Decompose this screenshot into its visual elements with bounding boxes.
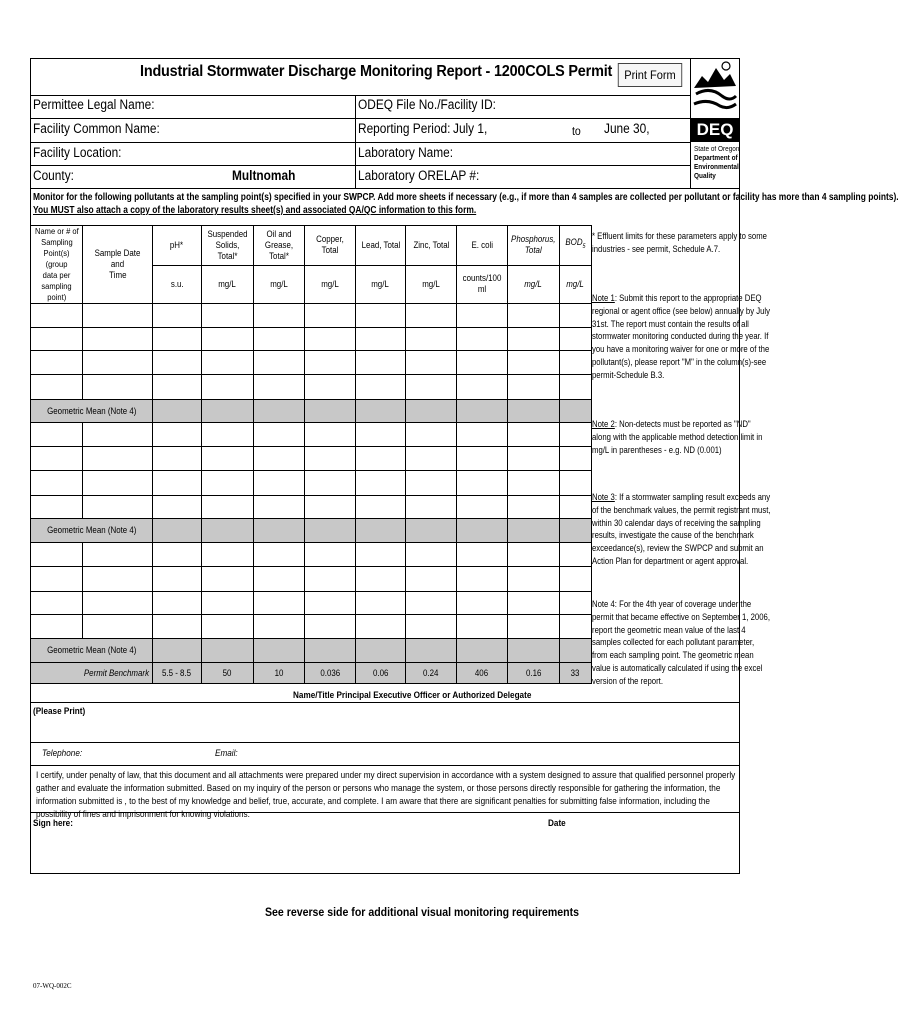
data-cell[interactable] (356, 351, 406, 375)
geo-mean-cell (559, 519, 591, 543)
note-head: Note 1 (592, 293, 615, 303)
note-2 (592, 418, 771, 456)
data-cell[interactable] (31, 496, 83, 519)
officer-label: Name/Title Principal Executive Officer or Authorized Delegate (293, 690, 532, 701)
data-cell[interactable] (559, 543, 591, 567)
period-start[interactable]: July 1, (453, 121, 488, 136)
data-cell[interactable] (153, 496, 202, 519)
param-header: Phosphorus, Total (508, 226, 560, 266)
data-cell[interactable] (153, 423, 202, 447)
data-cell[interactable] (356, 447, 406, 471)
geo-mean-label: Geometric Mean (Note 4) (31, 639, 153, 663)
benchmark-value: 50 (202, 663, 254, 684)
data-cell[interactable] (559, 423, 591, 447)
data-cell[interactable] (31, 615, 83, 639)
data-cell[interactable] (457, 351, 508, 375)
geo-mean-cell (153, 519, 202, 543)
data-cell[interactable] (202, 592, 254, 615)
data-cell[interactable] (31, 375, 83, 400)
unit-cell: mg/L (254, 265, 305, 304)
data-cell[interactable] (202, 471, 254, 496)
data-cell[interactable] (457, 304, 508, 328)
geo-mean-cell (305, 639, 356, 663)
data-cell[interactable] (153, 471, 202, 496)
telephone-field[interactable]: Telephone: (42, 748, 83, 759)
agency-line: Environmental (694, 164, 739, 171)
benchmark-row (31, 663, 592, 684)
certification-text: I certify, under penalty of law, that this document and all attachments were prepared under my direct supervision in accordance with a system designed to assure that qualified personnel properly gather and evaluate the information submitted. Based on my inquiry of the person or persons who manage the system, or those persons directly responsible for gathering the information, the information submitted is , to the best of my knowledge and belief, true, accurate, and complete. I am aware that there are significant penalties for submitting false information, including the possibility of fines and imprisonment for knowing violations. (36, 770, 736, 820)
data-cell[interactable] (305, 567, 356, 592)
benchmark-value: 5.5 - 8.5 (153, 663, 202, 684)
data-cell[interactable] (356, 496, 406, 519)
data-cell[interactable] (83, 471, 153, 496)
divider (30, 188, 740, 189)
reverse-note: See reverse side for additional visual monitoring requirements (265, 905, 579, 919)
data-cell[interactable] (559, 615, 591, 639)
reporting-period-label: Reporting Period: (358, 121, 451, 136)
data-cell[interactable] (202, 328, 254, 351)
data-cell[interactable] (153, 351, 202, 375)
data-cell[interactable] (254, 615, 305, 639)
data-cell[interactable] (305, 351, 356, 375)
data-cell[interactable] (508, 375, 560, 400)
data-cell[interactable] (83, 447, 153, 471)
data-cell[interactable] (305, 592, 356, 615)
unit-cell: mg/L (305, 265, 356, 304)
data-cell[interactable] (406, 543, 457, 567)
geo-mean-cell (305, 519, 356, 543)
data-cell[interactable] (153, 447, 202, 471)
data-cell[interactable] (356, 615, 406, 639)
col-sampling-point: Name or # of Sampling Point(s) (group data per sampling point) (31, 226, 83, 304)
data-cell[interactable] (83, 543, 153, 567)
geo-mean-cell (406, 400, 457, 423)
geo-mean-cell (254, 400, 305, 423)
param-header: Suspended Solids, Total* (202, 226, 254, 266)
data-cell[interactable] (457, 328, 508, 351)
sample-row (31, 304, 592, 328)
data-cell[interactable] (406, 615, 457, 639)
note-text: : Submit this report to the appropriate DEQ regional or agent office (see below) annually by July 31st. The report must contain the results of all stormwater monitoring conducted during the year. If you have a monitoring waiver for one or more of the pollutant(s), please report "M" in the column(s)-see permit-Schedule B.3. (592, 293, 770, 380)
data-cell[interactable] (457, 423, 508, 447)
data-cell[interactable] (305, 496, 356, 519)
data-cell[interactable] (559, 375, 591, 400)
divider (355, 95, 356, 188)
deq-logo-icon (690, 58, 740, 118)
data-cell[interactable] (305, 471, 356, 496)
geo-mean-cell (406, 519, 457, 543)
form-title: Industrial Stormwater Discharge Monitoring Report - 1200COLS Permit (140, 63, 613, 80)
param-header: E. coli (457, 226, 508, 266)
officer-name-line[interactable] (30, 742, 740, 743)
benchmark-value: 0.24 (406, 663, 457, 684)
data-cell[interactable] (153, 543, 202, 567)
data-cell[interactable] (356, 471, 406, 496)
geo-mean-cell (559, 400, 591, 423)
data-cell[interactable] (305, 423, 356, 447)
geo-mean-cell (202, 639, 254, 663)
data-cell[interactable] (31, 351, 83, 375)
sign-here-field[interactable]: Sign here: (33, 818, 73, 829)
sample-row (31, 375, 592, 400)
data-cell[interactable] (153, 328, 202, 351)
sample-row (31, 328, 592, 351)
data-cell[interactable] (254, 351, 305, 375)
effluent-note: * Effluent limits for these parameters apply to some industries - see permit, Schedule A.7. (592, 231, 767, 254)
data-cell[interactable] (31, 328, 83, 351)
divider (30, 95, 690, 96)
unit-cell: counts/100 ml (457, 265, 508, 304)
data-cell[interactable] (559, 328, 591, 351)
unit-cell: mg/L (356, 265, 406, 304)
data-cell[interactable] (508, 328, 560, 351)
note-text: : If a stormwater sampling result exceeds any of the benchmark values, the permit registrant must, within 30 calendar days of receiving the sampling results, investigate the cause of the benchmark exceedance(s), review the SWPCP and submit an Action Plan for department or agent approval. (592, 492, 771, 566)
geo-mean-cell (356, 400, 406, 423)
geo-mean-cell (508, 400, 560, 423)
data-cell[interactable] (356, 328, 406, 351)
form-code: 07-WQ-002C (33, 982, 72, 990)
sample-row (31, 351, 592, 375)
geo-mean-cell (406, 639, 457, 663)
param-header: Copper, Total (305, 226, 356, 266)
divider (30, 142, 690, 143)
param-header: $BOD_5$ (559, 226, 591, 266)
geo-mean-row (31, 519, 592, 543)
data-cell[interactable] (406, 447, 457, 471)
data-cell[interactable] (508, 543, 560, 567)
data-cell[interactable] (83, 496, 153, 519)
benchmark-value: 0.16 (508, 663, 560, 684)
data-cell[interactable] (83, 615, 153, 639)
data-cell[interactable] (508, 592, 560, 615)
note-3 (592, 491, 771, 568)
geo-mean-cell (153, 400, 202, 423)
data-cell[interactable] (559, 351, 591, 375)
data-cell[interactable] (202, 351, 254, 375)
sample-row (31, 567, 592, 592)
data-cell[interactable] (31, 423, 83, 447)
file-no-field[interactable]: ODEQ File No./Facility ID: (358, 97, 496, 112)
lab-name-field[interactable]: Laboratory Name: (358, 145, 454, 160)
county-field[interactable]: County: (33, 168, 74, 183)
note-head: Note 2 (592, 419, 615, 429)
data-cell[interactable] (406, 496, 457, 519)
benchmark-value: 406 (457, 663, 508, 684)
data-cell[interactable] (254, 447, 305, 471)
data-cell[interactable] (83, 375, 153, 400)
geo-mean-cell (254, 519, 305, 543)
data-cell[interactable] (153, 375, 202, 400)
geo-mean-row (31, 400, 592, 423)
data-cell[interactable] (457, 567, 508, 592)
data-cell[interactable] (356, 375, 406, 400)
geo-mean-cell (508, 639, 560, 663)
geo-mean-row (31, 639, 592, 663)
geo-mean-cell (559, 639, 591, 663)
instructions-line: You MUST also attach a copy of the laboratory results sheet(s) and associated QA/QC information to this form. (33, 205, 477, 216)
agency-name (694, 145, 739, 181)
divider (30, 165, 690, 166)
data-cell[interactable] (305, 447, 356, 471)
data-cell[interactable] (202, 567, 254, 592)
data-cell[interactable] (305, 328, 356, 351)
geo-mean-label: Geometric Mean (Note 4) (31, 400, 153, 423)
sample-row (31, 592, 592, 615)
data-cell[interactable] (457, 615, 508, 639)
data-cell[interactable] (457, 471, 508, 496)
data-cell[interactable] (83, 304, 153, 328)
agency-line: Department of (694, 155, 738, 162)
please-print-label: (Please Print) (33, 706, 86, 717)
monitoring-table (30, 225, 592, 684)
data-cell[interactable] (31, 447, 83, 471)
geo-mean-label: Geometric Mean (Note 4) (31, 519, 153, 543)
data-cell[interactable] (254, 471, 305, 496)
data-cell[interactable] (305, 375, 356, 400)
data-cell[interactable] (83, 328, 153, 351)
param-header: Zinc, Total (406, 226, 457, 266)
note-1 (592, 292, 771, 382)
data-cell[interactable] (31, 567, 83, 592)
benchmark-label: Permit Benchmark (31, 663, 153, 684)
data-cell[interactable] (31, 304, 83, 328)
data-cell[interactable] (406, 351, 457, 375)
data-cell[interactable] (508, 567, 560, 592)
data-cell[interactable] (559, 567, 591, 592)
county-value: Multnomah (232, 168, 296, 183)
param-header: Lead, Total (356, 226, 406, 266)
geo-mean-cell (202, 519, 254, 543)
unit-cell: mg/L (559, 265, 591, 304)
param-header: Oil and Grease, Total* (254, 226, 305, 266)
header-row (31, 226, 592, 266)
data-cell[interactable] (406, 375, 457, 400)
data-cell[interactable] (254, 375, 305, 400)
data-cell[interactable] (559, 304, 591, 328)
data-cell[interactable] (559, 471, 591, 496)
data-cell[interactable] (254, 592, 305, 615)
data-cell[interactable] (457, 543, 508, 567)
geo-mean-cell (254, 639, 305, 663)
date-field[interactable]: Date (548, 818, 566, 829)
benchmark-value: 0.06 (356, 663, 406, 684)
note-4: Note 4: For the 4th year of coverage under the permit that became effective on September 1, 2006, report the geometric mean value of the last 4 samples collected for each pollutant parameter, from each sampling point. The geometric mean value is automatically calculated if using the excel version of the report. (592, 599, 770, 686)
deq-badge: DEQ (690, 118, 740, 142)
data-cell[interactable] (153, 592, 202, 615)
data-cell[interactable] (406, 423, 457, 447)
data-cell[interactable] (508, 471, 560, 496)
divider (30, 765, 740, 766)
divider (30, 702, 740, 703)
data-cell[interactable] (356, 592, 406, 615)
agency-line: Quality (694, 173, 716, 180)
data-cell[interactable] (254, 543, 305, 567)
data-cell[interactable] (254, 328, 305, 351)
facility-location-field[interactable]: Facility Location: (33, 145, 122, 160)
data-cell[interactable] (83, 567, 153, 592)
geo-mean-cell (153, 639, 202, 663)
benchmark-value: 0.036 (305, 663, 356, 684)
data-cell[interactable] (83, 423, 153, 447)
data-cell[interactable] (202, 543, 254, 567)
param-header: pH* (153, 226, 202, 266)
data-cell[interactable] (356, 304, 406, 328)
data-cell[interactable] (457, 447, 508, 471)
data-cell[interactable] (356, 543, 406, 567)
data-cell[interactable] (254, 304, 305, 328)
data-cell[interactable] (406, 592, 457, 615)
data-cell[interactable] (559, 592, 591, 615)
sample-row (31, 471, 592, 496)
geo-mean-cell (356, 639, 406, 663)
data-cell[interactable] (508, 423, 560, 447)
permittee-name-field[interactable]: Permittee Legal Name: (33, 97, 155, 112)
benchmark-value: 10 (254, 663, 305, 684)
sample-row (31, 543, 592, 567)
unit-cell: s.u. (153, 265, 202, 304)
data-cell[interactable] (356, 567, 406, 592)
data-cell[interactable] (153, 615, 202, 639)
col-sample-date: Sample Date and Time (83, 226, 153, 304)
unit-cell: mg/L (406, 265, 457, 304)
divider (30, 812, 740, 813)
data-cell[interactable] (202, 423, 254, 447)
data-cell[interactable] (457, 375, 508, 400)
geo-mean-cell (356, 519, 406, 543)
geo-mean-cell (457, 400, 508, 423)
data-cell[interactable] (305, 543, 356, 567)
data-cell[interactable] (83, 351, 153, 375)
unit-cell: mg/L (202, 265, 254, 304)
data-cell[interactable] (153, 567, 202, 592)
facility-name-field[interactable]: Facility Common Name: (33, 121, 160, 136)
geo-mean-cell (457, 639, 508, 663)
data-cell[interactable] (202, 615, 254, 639)
data-cell[interactable] (508, 351, 560, 375)
data-cell[interactable] (254, 567, 305, 592)
data-cell[interactable] (457, 496, 508, 519)
data-cell[interactable] (559, 447, 591, 471)
sample-row (31, 496, 592, 519)
data-cell[interactable] (559, 496, 591, 519)
data-cell[interactable] (31, 543, 83, 567)
data-cell[interactable] (305, 615, 356, 639)
orelap-field[interactable]: Laboratory ORELAP #: (358, 168, 480, 183)
period-to: to (572, 124, 581, 138)
data-cell[interactable] (202, 304, 254, 328)
data-cell[interactable] (202, 447, 254, 471)
data-cell[interactable] (254, 496, 305, 519)
data-cell[interactable] (202, 496, 254, 519)
data-cell[interactable] (508, 496, 560, 519)
data-cell[interactable] (508, 447, 560, 471)
data-cell[interactable] (508, 304, 560, 328)
data-cell[interactable] (305, 304, 356, 328)
print-form-button[interactable]: Print Form (618, 63, 682, 87)
benchmark-value: 33 (559, 663, 591, 684)
unit-cell: mg/L (508, 265, 560, 304)
sample-row (31, 615, 592, 639)
data-cell[interactable] (83, 592, 153, 615)
data-cell[interactable] (406, 567, 457, 592)
data-cell[interactable] (153, 304, 202, 328)
data-cell[interactable] (406, 328, 457, 351)
geo-mean-cell (202, 400, 254, 423)
instructions-line: Monitor for the following pollutants at the sampling point(s) specified in your SWPCP. Add more sheets if necessary (e.g., if more than 4 samples are collected per pollutant or facility has more than 4 sampling points). (33, 192, 899, 203)
note-head: Note 3 (592, 492, 615, 502)
data-cell[interactable] (406, 304, 457, 328)
geo-mean-cell (508, 519, 560, 543)
sample-row (31, 423, 592, 447)
data-cell[interactable] (457, 592, 508, 615)
data-cell[interactable] (31, 592, 83, 615)
email-field[interactable]: Email: (215, 748, 238, 759)
data-cell[interactable] (406, 471, 457, 496)
data-cell[interactable] (202, 375, 254, 400)
data-cell[interactable] (254, 423, 305, 447)
agency-line: State of Oregon (694, 146, 740, 153)
data-cell[interactable] (31, 471, 83, 496)
period-end[interactable]: June 30, (604, 121, 650, 136)
geo-mean-cell (457, 519, 508, 543)
sample-row (31, 447, 592, 471)
data-cell[interactable] (356, 423, 406, 447)
data-cell[interactable] (508, 615, 560, 639)
geo-mean-cell (305, 400, 356, 423)
divider (690, 58, 691, 188)
divider (30, 118, 690, 119)
note-text: : Non-detects must be reported as "ND" along with the applicable method detection limit in mg/L in parentheses - e.g. ND (0.001) (592, 419, 763, 455)
